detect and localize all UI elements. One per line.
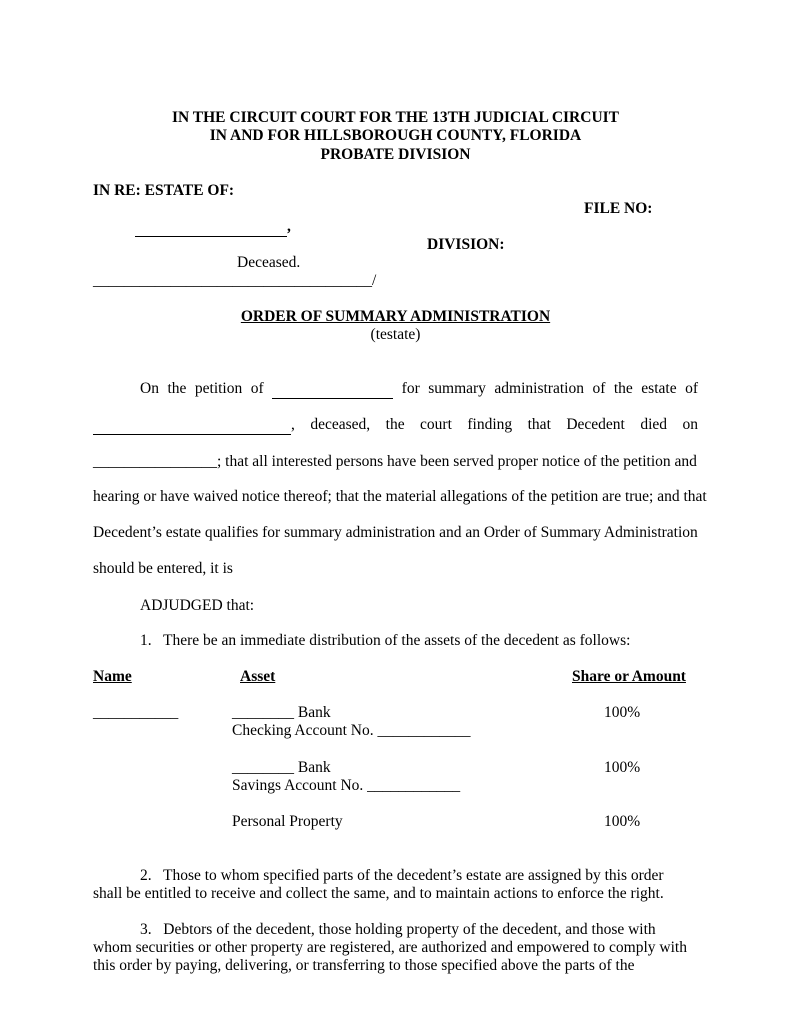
item-2-line-1: 2. Those to whom specified parts of the decedent’s estate are assigned by this order <box>140 867 664 884</box>
item-2-line-2: shall be entitled to receive and collect the same, and to maintain actions to enforce the right. <box>93 885 664 902</box>
decedent-name-line <box>135 218 291 237</box>
petition-line-2 <box>93 416 698 435</box>
item-3-line-1: 3. Debtors of the decedent, those holding property of the decedent, and those with <box>140 921 656 938</box>
petition-text-a: On the petition of <box>140 380 264 397</box>
row-1-share: 100% <box>604 704 641 721</box>
decedent-blank-comma: , <box>291 416 295 433</box>
court-header-line-2: IN AND FOR HILLSBOROUGH COUNTY, FLORIDA <box>209 127 582 144</box>
item-1-text: 1. There be an immediate distribution of the assets of the decedent as follows: <box>140 632 631 649</box>
caption-closing-rule: ____________________________________/ <box>93 272 377 289</box>
row-2-asset-line-2: Savings Account No. ____________ <box>232 777 461 794</box>
row-1-asset-line-1: ________ Bank <box>232 704 331 721</box>
column-header-share: Share or Amount <box>572 668 686 685</box>
petition-text-c: deceased, the court finding that Decedent died on <box>310 416 699 433</box>
row-2-asset-line-1: ________ Bank <box>232 759 331 776</box>
row-2-share: 100% <box>604 759 641 776</box>
row-3-asset-line-1: Personal Property <box>232 813 343 830</box>
decedent-name-blank <box>135 218 287 237</box>
petitioner-blank <box>272 380 393 399</box>
adjudged-heading: ADJUDGED that: <box>140 597 255 614</box>
petition-line-3: ________________; that all interested persons have been served proper notice of the petition and <box>93 453 697 470</box>
order-subtitle: (testate) <box>370 326 421 343</box>
petition-line-5: Decedent’s estate qualifies for summary administration and an Order of Summary Administration <box>93 524 698 541</box>
petition-line-6: should be entered, it is <box>93 560 233 577</box>
item-3-line-2: whom securities or other property are registered, are authorized and empowered to comply with <box>93 939 687 956</box>
order-title: ORDER OF SUMMARY ADMINISTRATION <box>240 308 551 325</box>
court-header-line-3: PROBATE DIVISION <box>320 146 471 163</box>
division-label: DIVISION: <box>427 236 505 253</box>
petition-text-b: for summary administration of the estate of <box>401 380 698 397</box>
in-re-estate-label: IN RE: ESTATE OF: <box>93 182 235 199</box>
column-header-asset: Asset <box>240 668 276 685</box>
petition-line-4: hearing or have waived notice thereof; that the material allegations of the petition are true; and that <box>93 488 707 505</box>
row-1-asset-line-2: Checking Account No. ____________ <box>232 722 471 739</box>
court-header-line-1: IN THE CIRCUIT COURT FOR THE 13TH JUDICIAL CIRCUIT <box>171 109 620 126</box>
row-1-name: ___________ <box>93 704 179 721</box>
item-3-line-3: this order by paying, delivering, or transferring to those specified above the parts of the <box>93 957 635 974</box>
file-no-label: FILE NO: <box>584 200 653 217</box>
deceased-label: Deceased. <box>237 254 301 271</box>
decedent-name-comma: , <box>287 218 291 235</box>
column-header-name: Name <box>93 668 132 685</box>
row-3-share: 100% <box>604 813 641 830</box>
decedent-blank <box>93 416 291 435</box>
petition-line-1 <box>140 380 698 399</box>
